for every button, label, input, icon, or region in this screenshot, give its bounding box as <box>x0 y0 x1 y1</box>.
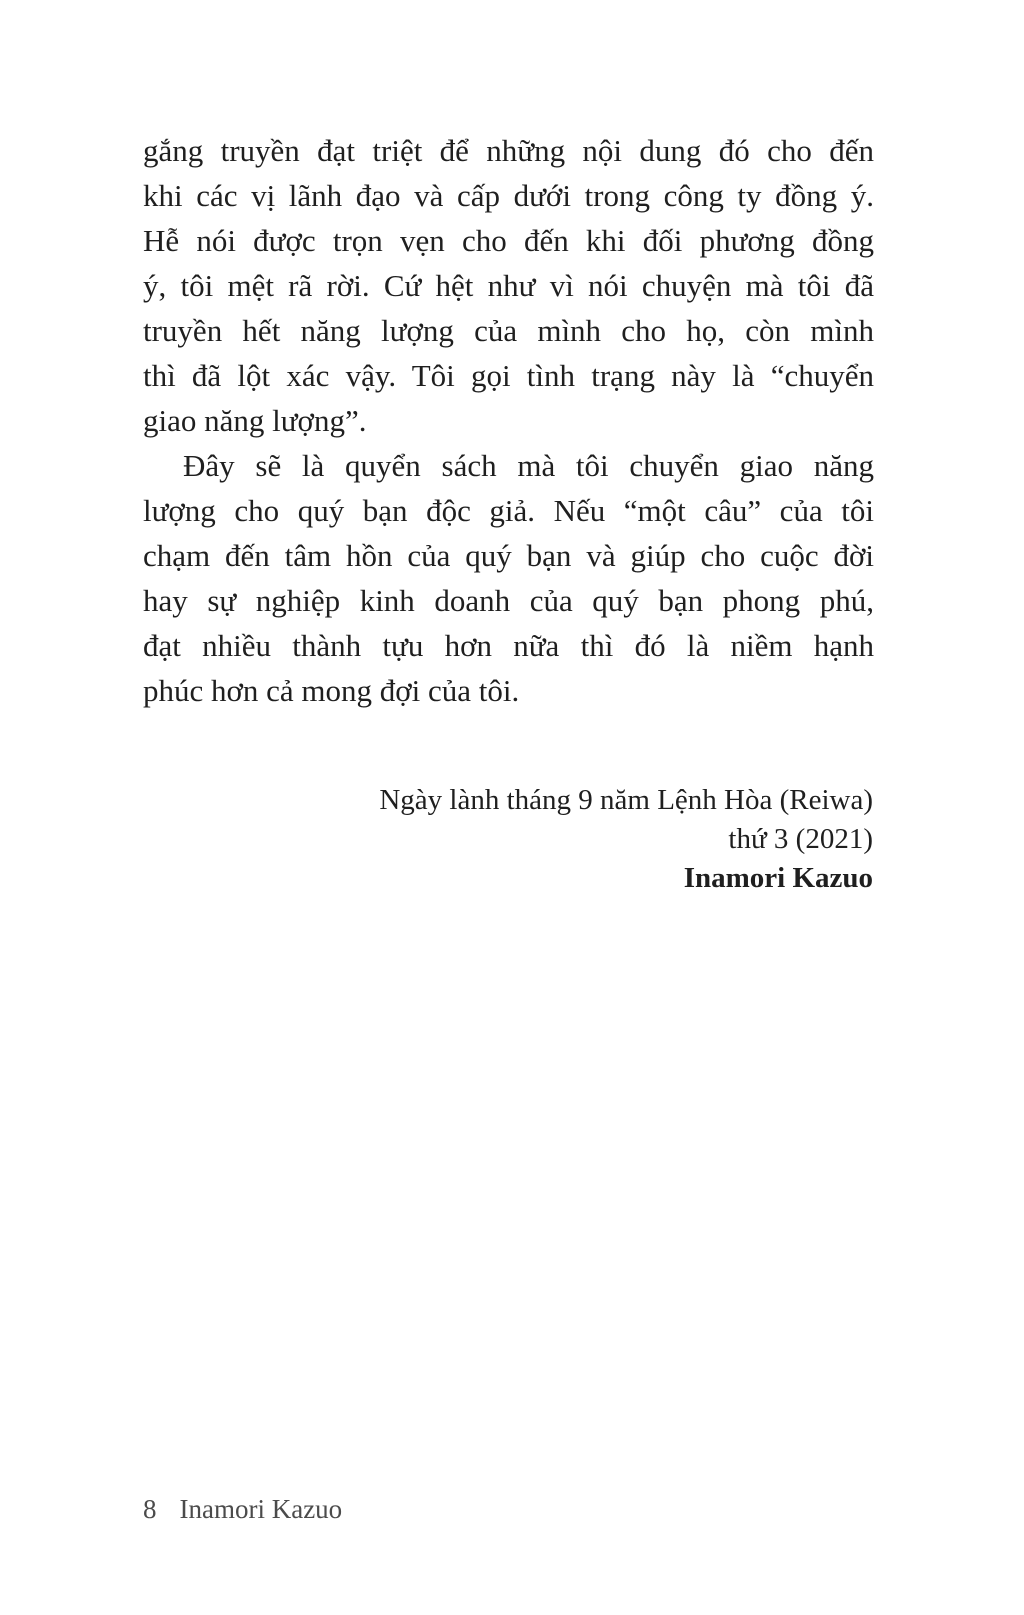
page-footer <box>143 1493 342 1525</box>
body-line: phúc hơn cả mong đợi của tôi. <box>143 673 520 708</box>
signature-date-line: Ngày lành tháng 9 năm Lệnh Hòa (Reiwa) <box>379 784 873 816</box>
body-line: Hễ nói được trọn vẹn cho đến khi đối phương đồng <box>143 223 874 258</box>
footer-page-number: 8 <box>143 1494 157 1524</box>
body-line: đạt nhiều thành tựu hơn nữa thì đó là niềm hạnh <box>143 628 874 663</box>
body-line: Đây sẽ là quyển sách mà tôi chuyển giao năng <box>183 448 874 483</box>
body-line: chạm đến tâm hồn của quý bạn và giúp cho cuộc đời <box>143 538 874 573</box>
body-line: thì đã lột xác vậy. Tôi gọi tình trạng này là “chuyển <box>143 358 874 393</box>
body-text <box>143 128 874 713</box>
body-line: hay sự nghiệp kinh doanh của quý bạn phong phú, <box>143 583 874 618</box>
body-line: truyền hết năng lượng của mình cho họ, còn mình <box>143 313 874 348</box>
body-line: khi các vị lãnh đạo và cấp dưới trong công ty đồng ý. <box>143 178 874 213</box>
signature-year-line: thứ 3 (2021) <box>728 823 873 855</box>
body-line: lượng cho quý bạn độc giả. Nếu “một câu” của tôi <box>143 493 874 528</box>
body-line: ý, tôi mệt rã rời. Cứ hệt như vì nói chuyện mà tôi đã <box>143 268 874 303</box>
signature-block <box>273 781 873 898</box>
signature-author: Inamori Kazuo <box>683 862 873 894</box>
body-line: giao năng lượng”. <box>143 403 367 438</box>
body-line: gắng truyền đạt triệt để những nội dung đó cho đến <box>143 133 874 168</box>
footer-running-title: Inamori Kazuo <box>179 1494 343 1524</box>
